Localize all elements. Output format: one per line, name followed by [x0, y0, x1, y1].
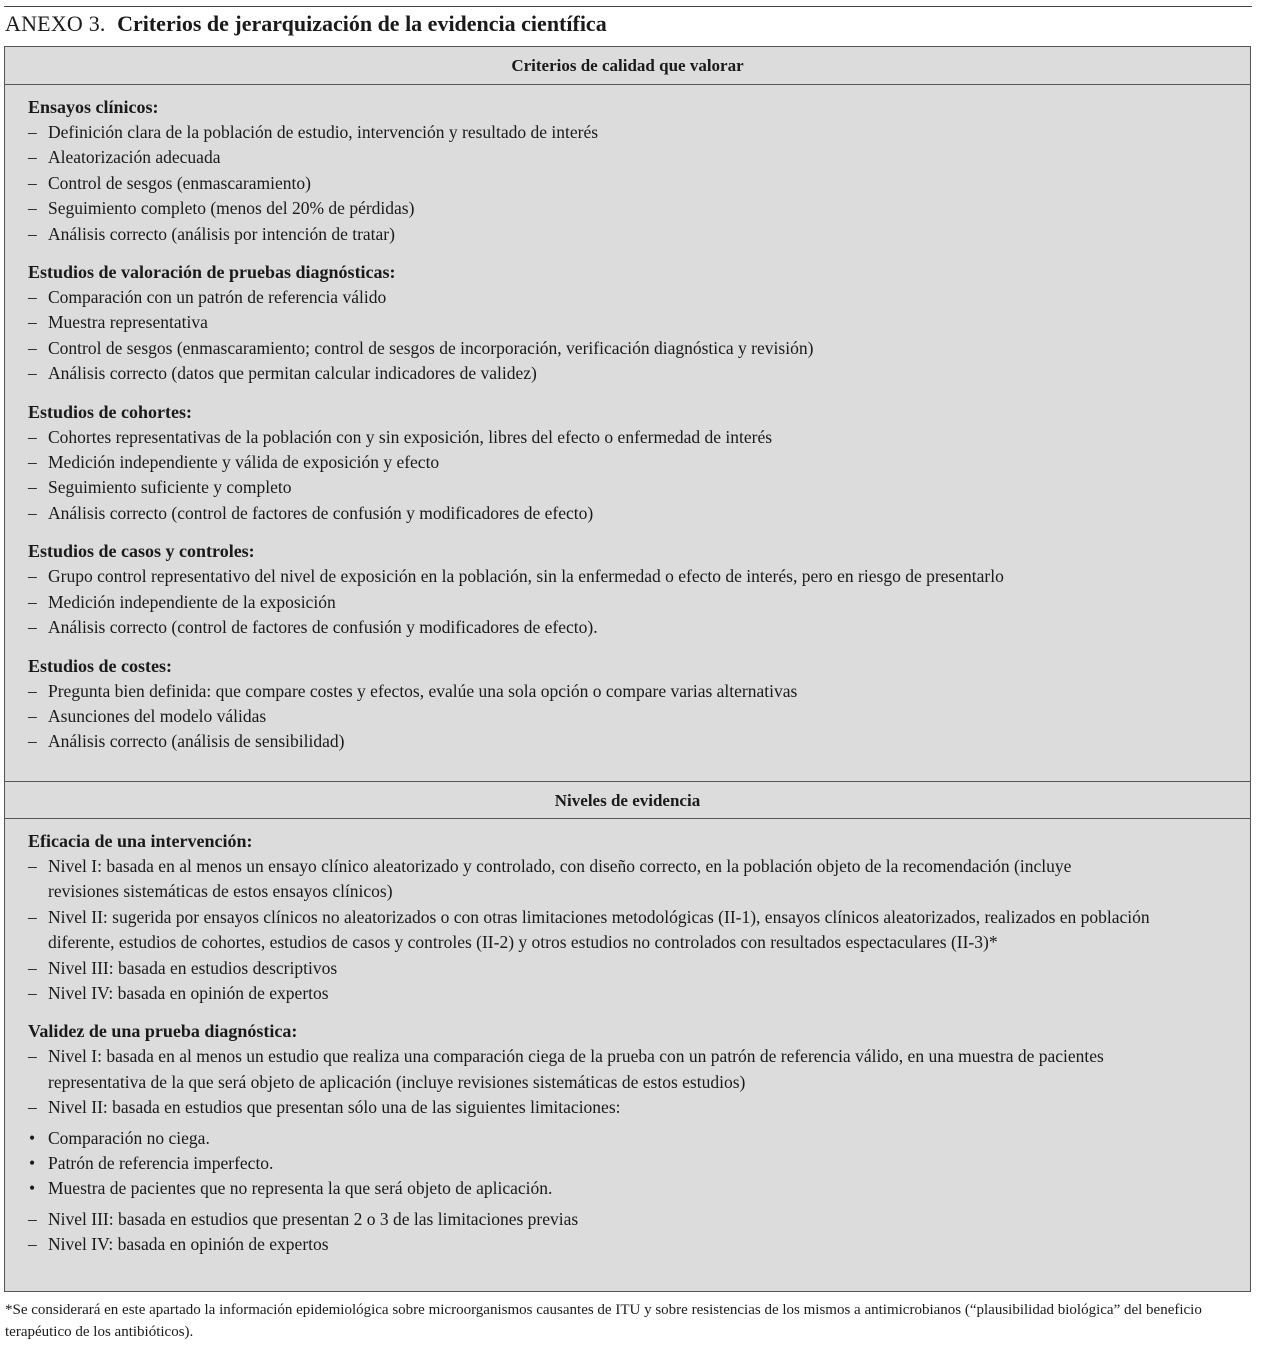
dash-marker: – [28, 337, 37, 358]
list-item: – Asunciones del modelo válidas [28, 704, 1242, 729]
dash-marker: – [28, 957, 37, 978]
dash-marker: – [28, 856, 37, 876]
list-item: – Nivel I: basada en al menos un ensayo clínico aleatorizado y controlado, con diseño correcto, en la población objeto de la recomendación (incluye revisiones sistemáticas de estos ensayos clínicos) [28, 856, 1072, 902]
evidence-criteria-table [4, 46, 1251, 1292]
list-item: – Definición clara de la población de estudio, intervención y resultado de interés [28, 120, 1242, 145]
efficacy-group [28, 828, 1242, 1006]
group-title: Ensayos clínicos: [28, 97, 159, 117]
list-item: – Nivel IV: basada en opinión de expertos [28, 981, 1242, 1006]
quality-criteria-header: Criterios de calidad que valorar [5, 47, 1250, 85]
dash-marker: – [28, 198, 37, 219]
dash-marker: – [28, 1208, 37, 1229]
list-item: – Pregunta bien definida: que compare costes y efectos, evalúe una sola opción o compare varias alternativas [28, 679, 1242, 704]
dash-marker: – [28, 566, 37, 587]
diagnostic-validity-group [28, 1018, 1242, 1257]
dash-marker: – [28, 122, 37, 142]
dash-marker: – [28, 1234, 37, 1255]
list-item: – Medición independiente de la exposición [28, 590, 1242, 615]
criteria-group [28, 94, 1242, 247]
criteria-group [28, 399, 1242, 527]
bullet-item: • Patrón de referencia imperfecto. [28, 1151, 1242, 1176]
list-item: – Seguimiento suficiente y completo [28, 475, 1242, 500]
list-item: – Análisis correcto (control de factores de confusión y modificadores de efecto) [28, 501, 1242, 526]
bullet-marker: • [29, 1153, 36, 1174]
dash-marker: – [28, 680, 37, 701]
group-title: Estudios de cohortes: [28, 401, 193, 422]
dash-marker: – [28, 1046, 37, 1067]
page-title: Criterios de jerarquización de la evidencia científica [117, 11, 607, 36]
bullet-item: • Comparación no ciega. [28, 1126, 1242, 1151]
dash-marker: – [28, 1097, 37, 1118]
top-rule [4, 6, 1252, 7]
list-item: – Nivel I: basada en al menos un estudio que realiza una comparación ciega de la prueba con un patrón de referencia válido, en una muestra de pacientes representativa de la que será objeto de aplicación (incluye revisiones sistemáticas de estos estudios) [28, 1046, 1104, 1092]
document-title [5, 10, 607, 38]
list-item: – Nivel IV: basada en opinión de expertos [28, 1232, 1242, 1257]
list-item: – Análisis correcto (análisis por intención de tratar) [28, 222, 1242, 247]
dash-marker: – [28, 426, 37, 447]
evidence-levels-content [28, 828, 1242, 1270]
dash-marker: – [28, 731, 37, 752]
dash-marker: – [28, 617, 37, 638]
group-title: Estudios de valoración de pruebas diagnósticas: [28, 262, 396, 283]
dash-marker: – [28, 147, 37, 168]
list-item: – Nivel III: basada en estudios que presentan 2 o 3 de las limitaciones previas [28, 1207, 1242, 1232]
dash-marker: – [28, 477, 37, 498]
bullet-marker: • [29, 1178, 36, 1199]
list-item: – Seguimiento completo (menos del 20% de pérdidas) [28, 196, 1242, 221]
list-item: – Comparación con un patrón de referencia válido [28, 285, 1242, 310]
quality-criteria-content [28, 94, 1242, 767]
group-title: Eficacia de una intervención: [28, 831, 253, 851]
list-item: – Análisis correcto (datos que permitan calcular indicadores de validez) [28, 361, 1242, 386]
dash-marker: – [28, 363, 37, 384]
list-item: – Control de sesgos (enmascaramiento; control de sesgos de incorporación, verificación diagnóstica y revisión) [28, 336, 1242, 361]
bullet-marker: • [29, 1127, 36, 1148]
list-item: – Análisis correcto (control de factores de confusión y modificadores de efecto). [28, 615, 1242, 640]
group-title: Estudios de casos y controles: [28, 541, 255, 562]
group-title: Estudios de costes: [28, 655, 173, 676]
criteria-group [28, 653, 1242, 755]
list-item: – Muestra representativa [28, 310, 1242, 335]
list-item: – Nivel II: sugerida por ensayos clínicos no aleatorizados o con otras limitaciones metodológicas (II-1), ensayos clínicos aleatorizados, realizados en población diferente, estudios de cohortes, estudios de casos y controles (II-2) y otros estudios no controlados con resultados espectaculares (II-3)* [28, 906, 1150, 953]
dash-marker: – [28, 312, 37, 333]
list-item: – Control de sesgos (enmascaramiento) [28, 171, 1242, 196]
criteria-group [28, 538, 1242, 640]
criteria-group [28, 259, 1242, 387]
list-item: – Nivel II: basada en estudios que presentan sólo una de las siguientes limitaciones: [28, 1095, 1242, 1120]
list-item: – Cohortes representativas de la población con y sin exposición, libres del efecto o enfermedad de interés [28, 425, 1242, 450]
dash-marker: – [28, 287, 37, 308]
evidence-levels-header: Niveles de evidencia [5, 781, 1250, 819]
dash-marker: – [28, 705, 37, 726]
dash-marker: – [28, 223, 37, 244]
annex-label: ANEXO 3. [5, 11, 106, 36]
list-item: – Medición independiente y válida de exposición y efecto [28, 450, 1242, 475]
bullet-item: • Muestra de pacientes que no representa la que será objeto de aplicación. [28, 1176, 1242, 1201]
dash-marker: – [28, 172, 37, 193]
list-item: – Nivel III: basada en estudios descriptivos [28, 956, 1242, 981]
limitations-list [28, 1126, 1242, 1202]
dash-marker: – [28, 983, 37, 1004]
dash-marker: – [28, 906, 37, 927]
dash-marker: – [28, 502, 37, 523]
group-title: Validez de una prueba diagnóstica: [28, 1021, 298, 1042]
dash-marker: – [28, 452, 37, 473]
footnote: *Se considerará en este apartado la información epidemiológica sobre microorganismos causantes de ITU y sobre resistencias de los mismos a antimicrobianos (“plausibilidad biológica” del beneficio terapéutico de los antibióticos). [5, 1302, 1202, 1340]
dash-marker: – [28, 591, 37, 612]
list-item: – Análisis correcto (análisis de sensibilidad) [28, 729, 1242, 754]
list-item: – Grupo control representativo del nivel de exposición en la población, sin la enfermedad o efecto de interés, pero en riesgo de presentarlo [28, 564, 1242, 589]
list-item: – Aleatorización adecuada [28, 145, 1242, 170]
